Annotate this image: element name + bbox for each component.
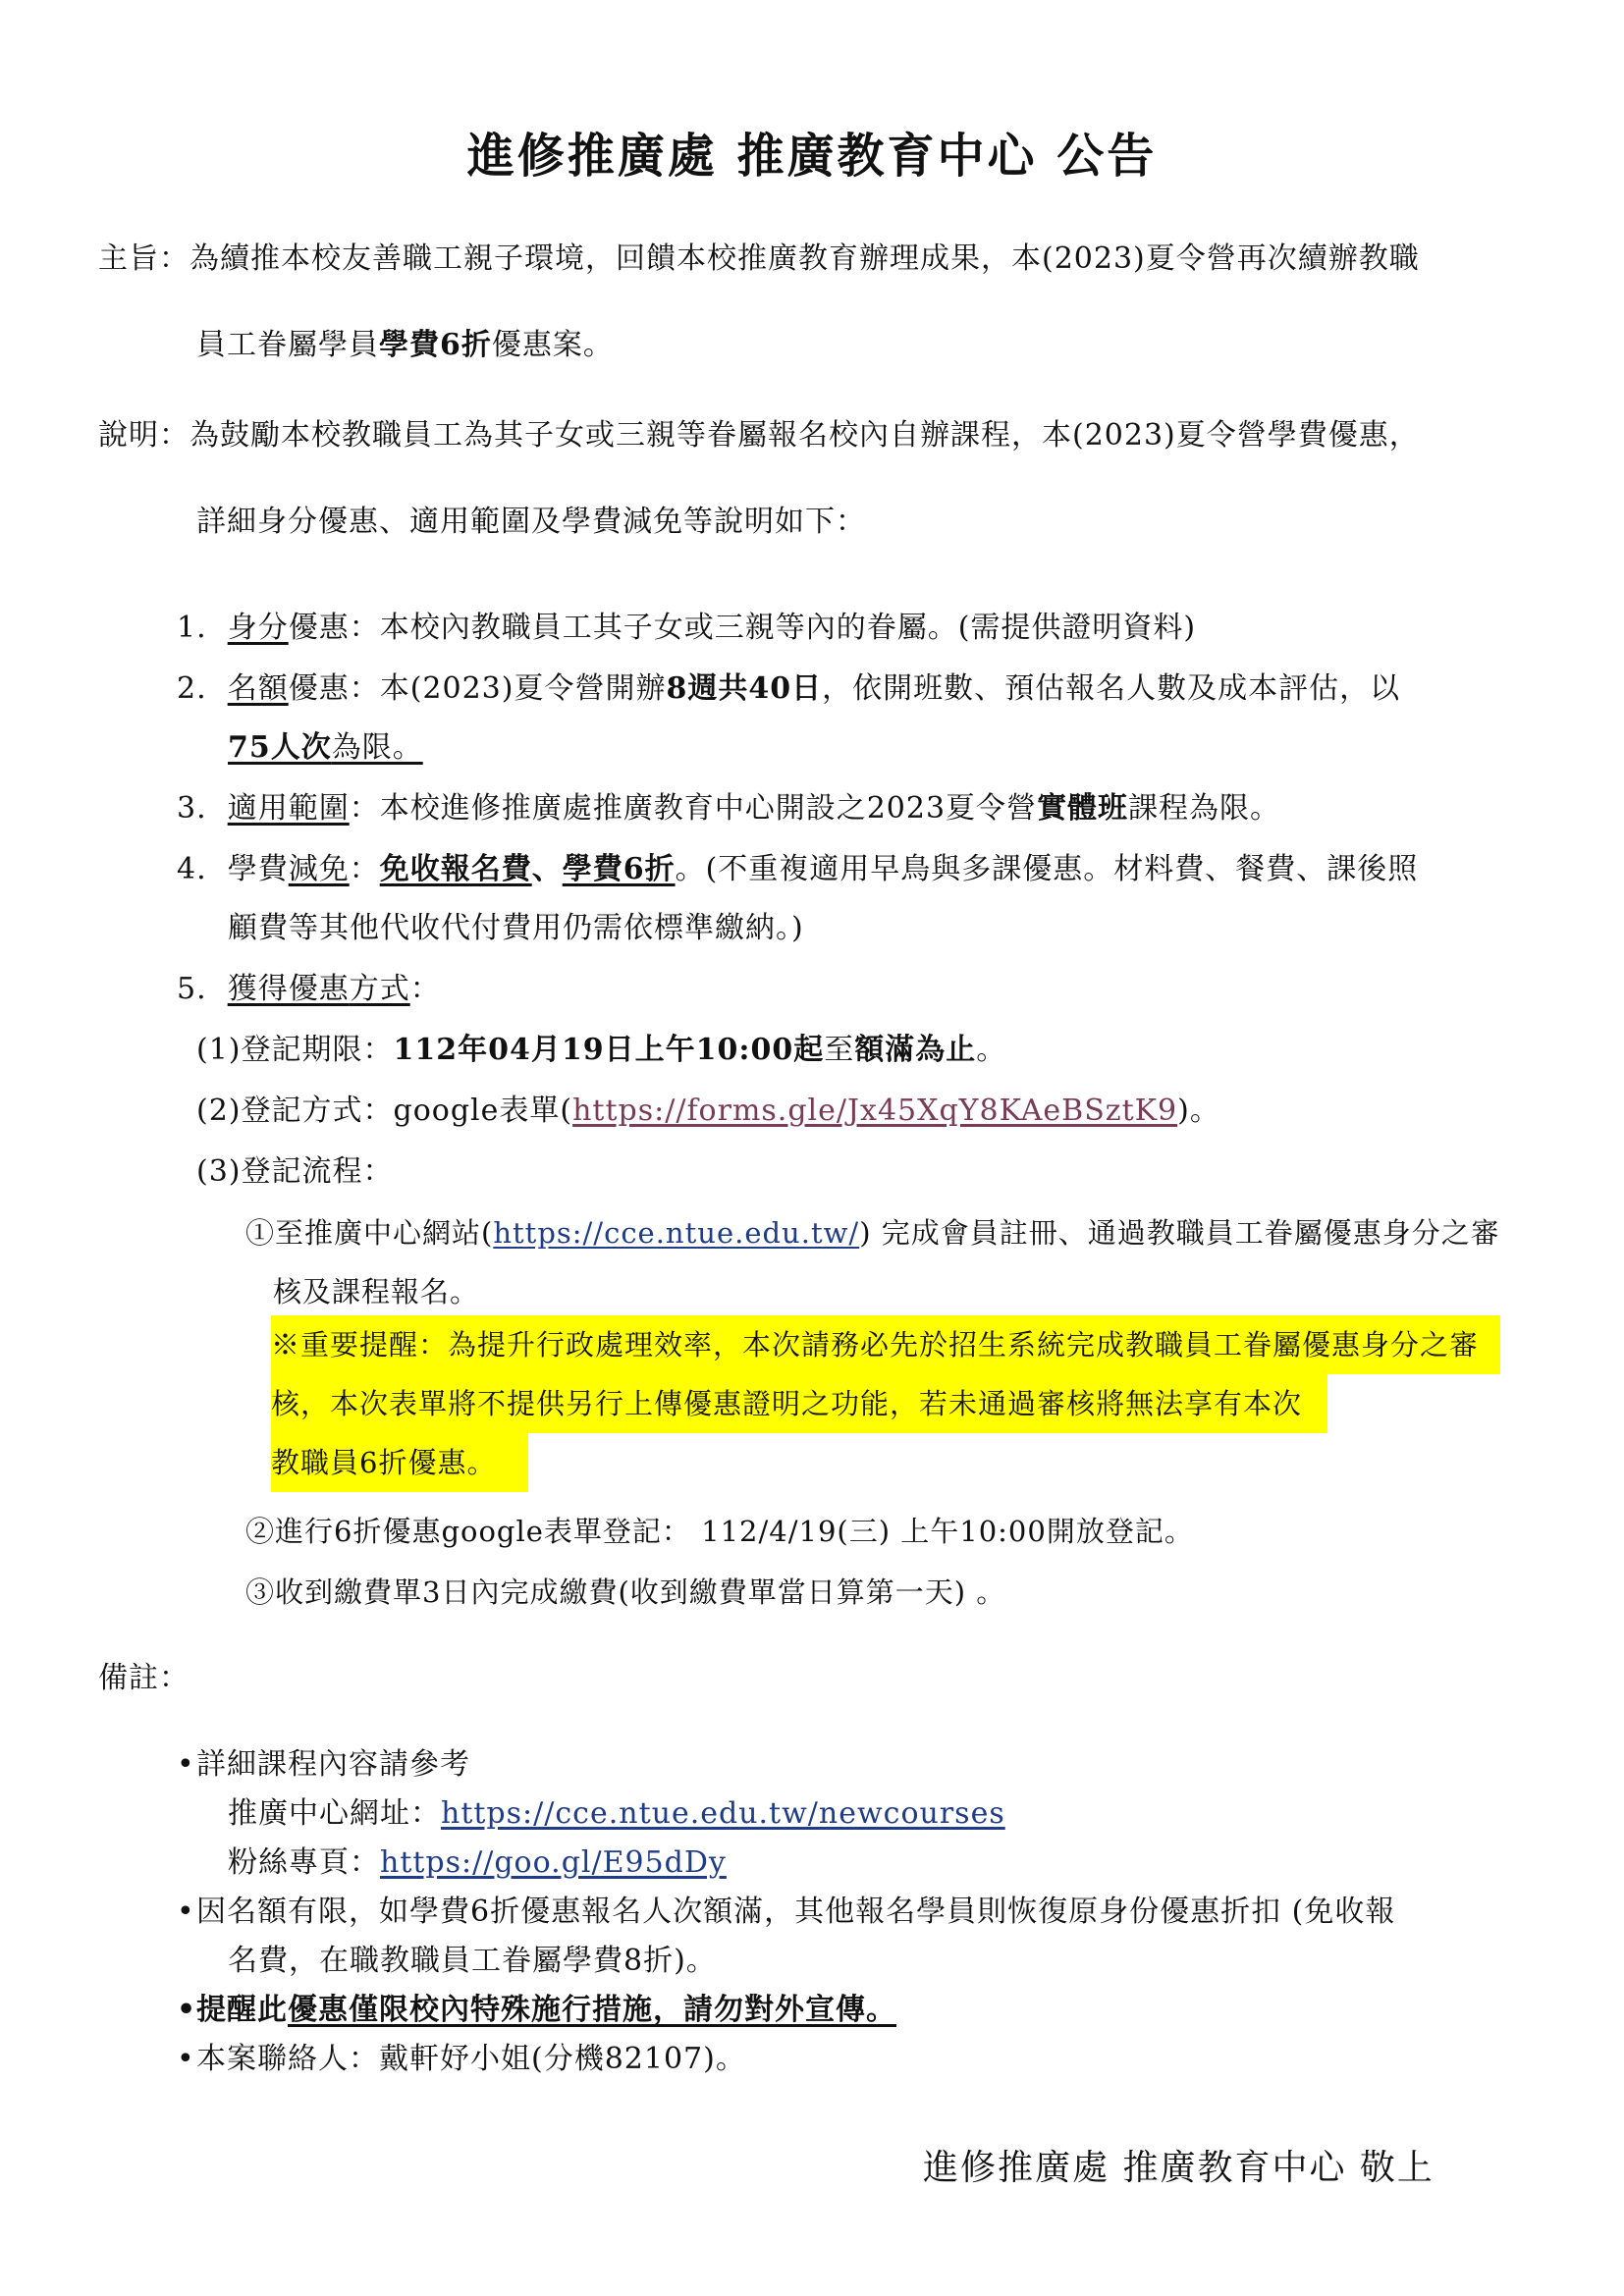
- item-label-rest: ：: [349, 852, 380, 886]
- item-2: [177, 669, 1400, 709]
- remarks-label: 備註：: [98, 1661, 189, 1695]
- item-number: 5.: [177, 972, 207, 1006]
- step-1-line-2: 核及課程報名。: [273, 1275, 480, 1308]
- site-label: 推廣中心網址：: [228, 1796, 441, 1831]
- remark-4: [177, 2040, 746, 2079]
- step-2: ②進行6折優惠google表單登記： 112/4/19(三) 上午10:00開放登記。: [245, 1515, 1194, 1548]
- item-number: 4.: [177, 852, 207, 886]
- remark-2: [177, 1893, 1395, 1932]
- item-bold-text: 實體班: [1037, 791, 1129, 826]
- subject-text-3: 優惠案。: [491, 328, 614, 362]
- remark-1: [177, 1745, 470, 1785]
- remark-1-text: 詳細課程內容請參考: [196, 1747, 470, 1782]
- item-label-underlined: 方式: [349, 972, 410, 1006]
- quota-limit-suffix: 為限。: [331, 730, 423, 765]
- item-label-rest: 優惠：: [288, 671, 380, 706]
- fee-waiver: 免收報名費: [379, 852, 532, 886]
- registration-start-suffix: 起: [793, 1033, 825, 1067]
- step-3: ③收到繳費單3日內完成繳費(收到繳費單當日算第一天) 。: [245, 1575, 1006, 1609]
- item-text: 本(2023)夏令營開辦: [379, 671, 667, 706]
- registration-period: [196, 1031, 1006, 1070]
- explain-line-2: 詳細身分優惠、適用範圍及學費減免等說明如下：: [196, 505, 866, 539]
- item-label: 適用範圍: [227, 791, 350, 826]
- separator: 、: [531, 852, 563, 886]
- step-1-text-post: ) 完成會員註冊、通過教職員工眷屬優惠身分之審: [859, 1216, 1500, 1250]
- remark-3-text: 提醒此: [196, 1993, 288, 2027]
- step-1: [245, 1213, 1500, 1253]
- item-text-post: 課程為限。: [1128, 791, 1281, 826]
- registration-method-end: )。: [1177, 1094, 1220, 1128]
- important-notice-line-2: 核，本次表單將不提供另行上傳優惠證明之功能，若未通過審核將無法享有本次: [271, 1374, 1327, 1433]
- remark-1-site: [228, 1794, 1005, 1834]
- item-number: 1.: [177, 611, 207, 645]
- item-4-line-2: 顧費等其他代收代付費用仍需依標準繳納。): [228, 911, 804, 945]
- item-5: [177, 970, 441, 1009]
- item-label: 獲得優惠: [227, 972, 350, 1006]
- item-4: [177, 850, 1418, 889]
- fanpage-label: 粉絲專頁：: [228, 1845, 380, 1880]
- registration-method: [196, 1092, 1220, 1131]
- item-label-rest: 優惠：: [288, 611, 380, 645]
- google-form-link[interactable]: https://forms.gle/Jx45XqY8KAeBSztK9: [572, 1094, 1178, 1128]
- quota-limit: 75人次: [228, 730, 332, 765]
- remark-3-warning: 僅限校內特殊施行措施，請勿對外宣傳。: [349, 1993, 896, 2027]
- remark-1-fanpage: [228, 1843, 727, 1883]
- remark-3-text-underlined: 優惠: [288, 1993, 349, 2027]
- bullet: •: [177, 1993, 197, 2027]
- item-text: 本校進修推廣處推廣教育中心開設之2023夏令營: [379, 791, 1038, 826]
- item-text-post: 。(不重複適用早鳥與多課優惠。材料費、餐費、課後照: [675, 852, 1419, 886]
- item-label-rest: ：: [409, 972, 441, 1006]
- registration-period-label: (1)登記期限：: [196, 1033, 394, 1067]
- newcourses-link[interactable]: https://cce.ntue.edu.tw/newcourses: [441, 1796, 1005, 1831]
- tuition-discount: 學費6折: [562, 852, 676, 886]
- item-text-post: ，依開班數、預估報名人數及成本評估，以: [822, 671, 1401, 706]
- item-number: 2.: [177, 671, 207, 706]
- item-text: 本校內教職員工其子女或三親等內的眷屬。(需提供證明資料): [379, 611, 1197, 645]
- explain-text: 為鼓勵本校教職員工為其子女或三親等眷屬報名校內自辦課程，本(2023)夏令營學費優惠，: [189, 418, 1420, 453]
- item-1: [177, 609, 1196, 648]
- registration-start-time: 112年04月19日上午10:00: [393, 1033, 794, 1067]
- fanpage-link[interactable]: https://goo.gl/E95dDy: [380, 1845, 727, 1880]
- bullet: •: [177, 1747, 195, 1782]
- registration-to: 至: [824, 1033, 855, 1067]
- subject-label: 主旨：: [98, 241, 189, 276]
- subject-line-2: [196, 326, 614, 365]
- signature: 進修推廣處 推廣教育中心 敬上: [923, 2148, 1435, 2188]
- item-3: [177, 789, 1280, 828]
- subject-line-1: [98, 240, 1420, 279]
- remark-3: [177, 1991, 896, 2030]
- subject-text-2: 員工眷屬學員: [196, 328, 379, 362]
- tuition-discount-highlight: 學費6折: [379, 328, 492, 362]
- item-label: 名額: [227, 671, 289, 706]
- registration-period-end: 。: [976, 1033, 1007, 1067]
- item-2-line-2: [228, 728, 423, 768]
- item-label-rest: ：: [349, 791, 380, 826]
- cce-website-link[interactable]: https://cce.ntue.edu.tw/: [493, 1216, 860, 1250]
- subject-text: 為續推本校友善職工親子環境，回饋本校推廣教育辦理成果，本(2023)夏令營再次續辦教職: [189, 241, 1420, 276]
- item-label: 學費: [227, 852, 289, 886]
- important-notice-line-3: 教職員6折優惠。: [271, 1433, 528, 1492]
- contact-person: 本案聯絡人：戴軒妤小姐(分機82107)。: [196, 2042, 746, 2076]
- explain-line-1: [98, 416, 1420, 455]
- important-notice-line-1: ※重要提醒：為提升行政處理效率，本次請務必先於招生系統完成教職員工眷屬優惠身分之審: [271, 1315, 1500, 1374]
- explain-label: 說明：: [98, 418, 189, 453]
- registration-end: 額滿為止: [854, 1033, 977, 1067]
- registration-method-label: (2)登記方式：google表單(: [196, 1094, 573, 1128]
- item-bold-text: 8週共40日: [666, 671, 823, 706]
- bullet: •: [177, 1895, 195, 1929]
- item-label: 身分: [227, 611, 289, 645]
- bullet: •: [177, 2042, 195, 2076]
- registration-process-label: (3)登記流程：: [196, 1154, 394, 1189]
- item-number: 3.: [177, 791, 207, 826]
- remark-2-line-2: 名費，在職教職員工眷屬學費8折)。: [228, 1944, 717, 1978]
- step-1-text: ①至推廣中心網站(: [245, 1216, 494, 1250]
- remark-2-text: 因名額有限，如學費6折優惠報名人次額滿，其他報名學員則恢復原身份優惠折扣 (免收報: [196, 1895, 1396, 1929]
- page-title: 進修推廣處 推廣教育中心 公告: [466, 129, 1158, 184]
- item-label-underlined: 減免: [288, 852, 350, 886]
